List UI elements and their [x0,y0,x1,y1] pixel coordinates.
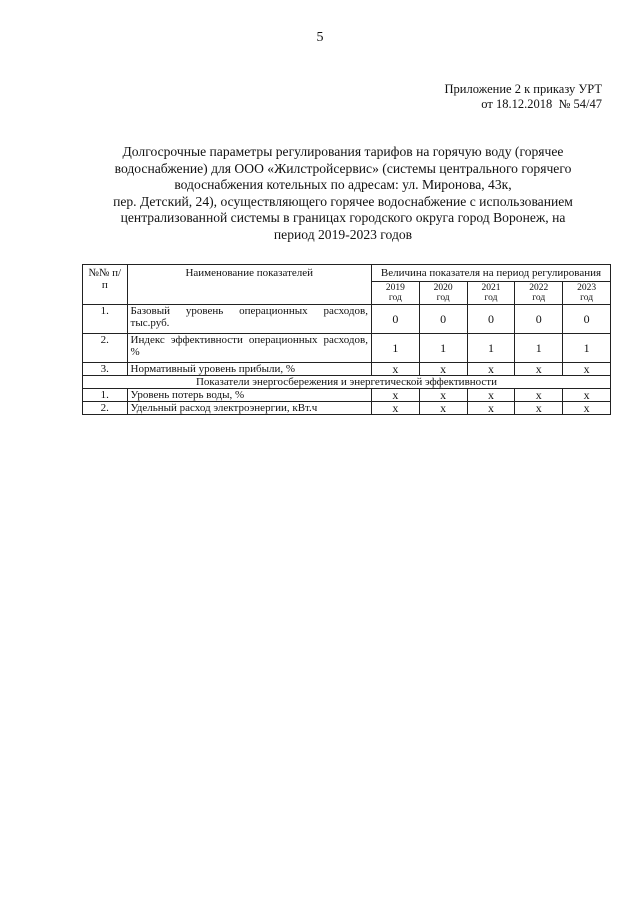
row-number: 2. [83,402,128,415]
table-header-row [83,265,611,282]
row-value: х [467,363,515,376]
title-line: период 2019-2023 годов [273,226,413,242]
table-row [83,389,611,402]
row-value: х [515,363,563,376]
row-value: 1 [515,334,563,363]
row-indicator-name: Нормативный уровень прибыли, % [127,363,371,376]
title-line: водоснабжения котельных по адресам: ул. Миронова, 43к, [174,177,512,192]
row-value: х [419,402,467,415]
row-number: 1. [83,389,128,402]
row-value: х [467,402,515,415]
row-value: 0 [467,305,515,334]
row-indicator-name: Базовый уровень операционных расходов, тыс.руб. [127,305,371,334]
row-value: х [515,389,563,402]
row-value: х [467,389,515,402]
row-value: х [515,402,563,415]
title-line: централизованной системы в границах городского округа город Воронеж, на [120,210,566,225]
row-value: х [371,389,419,402]
row-value: 1 [467,334,515,363]
header-year: 2022 год [515,282,563,305]
header-indicator-value: Величина показателя на период регулирования [371,265,610,282]
row-value: 0 [515,305,563,334]
table-row [83,402,611,415]
section-title: Показатели энергосбережения и энергетической эффективности [83,376,611,389]
title-line: пер. Детский, 24), осуществляющего горячее водоснабжение с использованием [113,193,573,209]
row-value: 1 [371,334,419,363]
appendix-line: Приложение 2 к приказу УРТ [444,82,602,96]
appendix-reference [445,82,603,112]
row-value: х [371,402,419,415]
page-number: 5 [316,30,324,45]
row-value: 1 [563,334,611,363]
row-number: 3. [83,363,128,376]
row-indicator-name: Уровень потерь воды, % [127,389,371,402]
header-indicator-name: Наименование показателей [127,265,371,305]
row-value: х [563,389,611,402]
title-line: водоснабжение) для ООО «Жилстройсервис» (системы центрального горячего [114,160,572,176]
header-number: №№ п/п [83,265,128,305]
row-number: 2. [83,334,128,363]
row-value: х [563,363,611,376]
appendix-date-line: от 18.12.2018 № 54/47 [481,97,602,111]
document-title [78,144,608,243]
header-year: 2021 год [467,282,515,305]
row-value: 0 [563,305,611,334]
header-year: 2019 год [371,282,419,305]
title-line: Долгосрочные параметры регулирования тарифов на горячую воду (горячее [122,144,564,159]
row-value: х [419,389,467,402]
row-value: х [563,402,611,415]
parameters-table [82,264,611,415]
row-number: 1. [83,305,128,334]
header-year: 2020 год [419,282,467,305]
header-year: 2023 год [563,282,611,305]
table-section-row [83,376,611,389]
table-row [83,305,611,334]
table-row [83,334,611,363]
row-value: х [419,363,467,376]
row-value: 0 [419,305,467,334]
table-row [83,363,611,376]
row-indicator-name: Удельный расход электроэнергии, кВт.ч [127,402,371,415]
row-value: х [371,363,419,376]
row-value: 1 [419,334,467,363]
row-indicator-name: Индекс эффективности операционных расходов, % [127,334,371,363]
row-value: 0 [371,305,419,334]
